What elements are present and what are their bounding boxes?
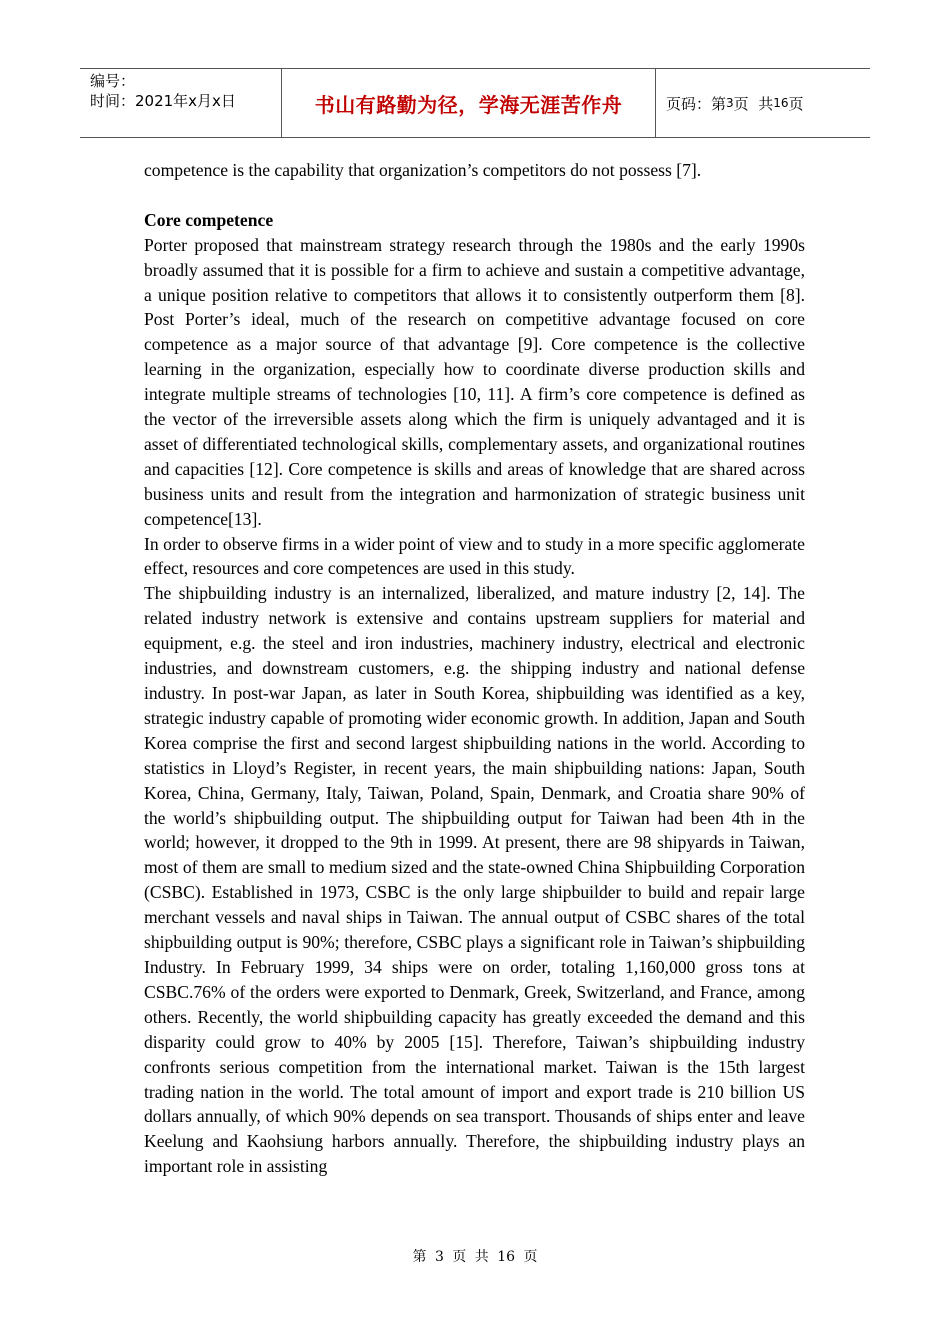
date-label: 时间：2021年x月x日 <box>90 92 236 110</box>
header-motto: 书山有路勤为径，学海无涯苦作舟 <box>314 92 623 117</box>
paragraph-3: The shipbuilding industry is an internalized, liberalized, and mature industry [2, 14]. The related industry network is extensive and contains upstream suppliers for material and equipment, e.g. the steel and iron industries, machinery industry, electrical and electronic industries, and downstream customers, e.g. the shipping industry and national defense industry. In post-war Japan, as later in South Korea, shipbuilding was identified as a key, strategic industry capable of promoting wider economic growth. In addition, Japan and South Korea comprise the first and second largest shipbuilding nations in the world. According to statistics in Lloyd’s Register, in recent years, the main shipbuilding nations: Japan, South Korea, China, Germany, Italy, Taiwan, Poland, Spain, Denmark, and Croatia share 90% of the world’s shipbuilding output. The shipbuilding output for Taiwan had been 4th in the world; however, it dropped to the 9th in 1999. At present, there are 98 shipyards in Taiwan, most of them are small to medium sized and the state-owned China Shipbuilding Corporation (CSBC). Established in 1973, CSBC is the only large shipbuilder to build and repair large merchant vessels and naval ships in Taiwan. The annual output of CSBC shares of the total shipbuilding output is 90%; therefore, CSBC plays a significant role in Taiwan’s shipbuilding Industry. In February 1999, 34 ships were on order, totaling 1,160,000 gross tons at CSBC.76% of the orders were exported to Denmark, Greek, Switzerland, and France, among others. Recently, the world shipbuilding capacity has greatly exceeded the demand and this disparity could grow to 40% by 2005 [15]. Therefore, Taiwan’s shipbuilding industry confronts serious competition from the international market. Taiwan is the 15th largest trading nation in the world. The total amount of import and export trade is 210 billion US dollars annually, of which 90% depends on sea transport. Thousands of ships enter and leave Keelung and Kaohsiung harbors annually. Therefore, the shipbuilding industry plays an important role in assisting <box>144 583 805 1177</box>
header-motto-cell <box>282 69 656 137</box>
document-body <box>144 158 805 1179</box>
page-prefix: 页码：第 <box>666 94 727 113</box>
page-suffix: 页 <box>788 94 804 113</box>
section-heading: Core competence <box>144 209 274 230</box>
page-number: 3 <box>726 96 734 110</box>
paragraph-1: Porter proposed that mainstream strategy research through the 1980s and the early 1990s broadly assumed that it is possible for a firm to achieve and sustain a competitive advantage, a unique position relative to competitors that allows it to consistently outperform them [8]. Post Porter’s ideal, much of the research on competitive advantage focused on core competence as a major source of that advantage [9]. Core competence is the collective learning in the organization, especially how to coordinate diverse production skills and integrate multiple streams of technologies [10, 11]. A firm’s core competence is defined as the vector of the irreversible assets along which the firm is uniquely advantaged and it is asset of differentiated technological skills, complementary assets, and organizational routines and capacities [12]. Core competence is skills and areas of knowledge that are shared across business units and result from the integration and harmonization of strategic business unit competence[13]. <box>144 234 805 529</box>
page-header <box>80 68 870 138</box>
page-footer: 第 3 页 共 16 页 <box>412 1249 538 1265</box>
page-mid: 页 共 <box>733 94 774 113</box>
header-meta <box>80 69 282 137</box>
continuation-line: competence is the capability that organization’s competitors do not possess [7]. <box>144 160 702 180</box>
number-label: 编号： <box>90 72 136 90</box>
page-total: 16 <box>773 96 789 110</box>
paragraph-2: In order to observe firms in a wider point of view and to study in a more specific agglomerate effect, resources and core competences are used in this study. <box>144 533 805 579</box>
header-page-info <box>656 69 870 137</box>
